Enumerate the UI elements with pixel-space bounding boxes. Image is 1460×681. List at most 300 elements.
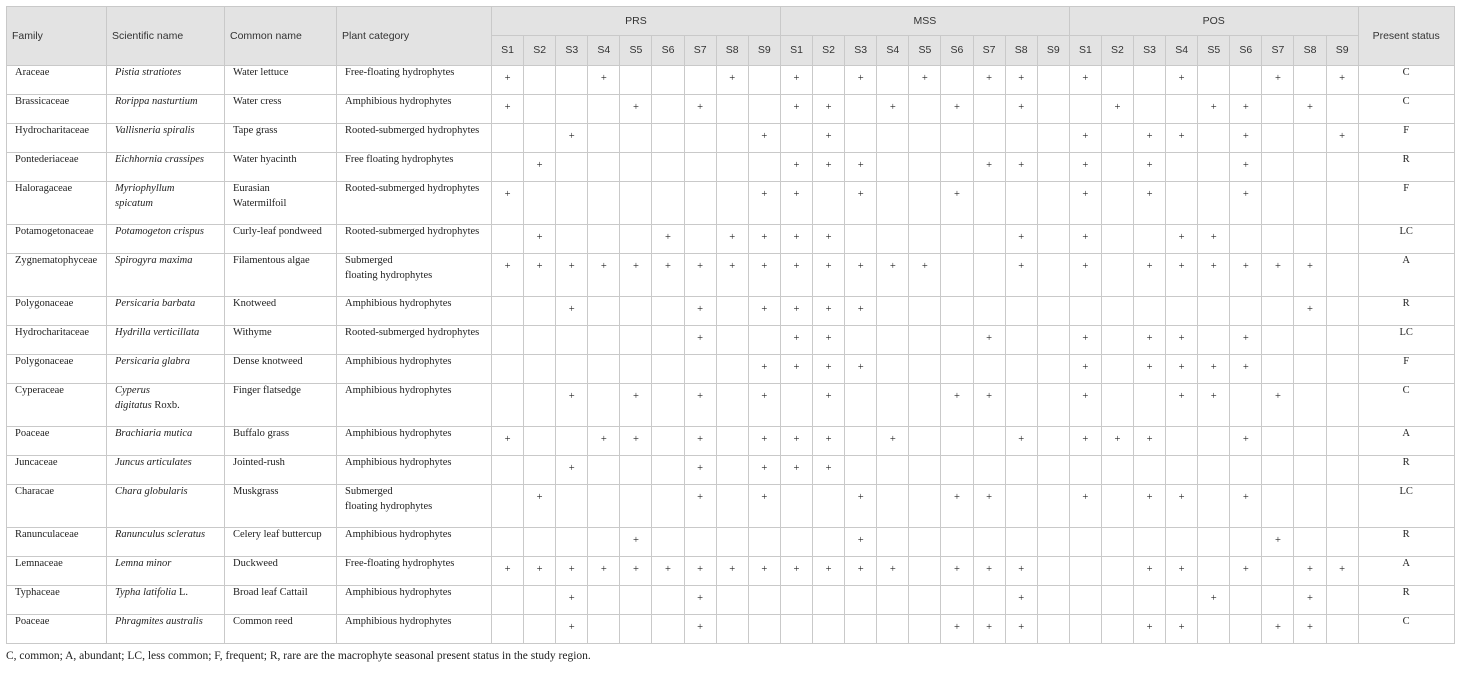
presence-cell-mss-s5 (909, 95, 941, 124)
header-site-mss-s8: S8 (1005, 36, 1037, 66)
presence-cell-prs-s6: + (652, 225, 684, 254)
presence-cell-mss-s2: + (813, 326, 845, 355)
plant-category-cell: Amphibious hydrophytes (337, 615, 492, 644)
scientific-name-cell (107, 153, 225, 182)
header-site-pos-s1: S1 (1069, 36, 1101, 66)
presence-cell-pos-s8: + (1294, 615, 1326, 644)
presence-cell-pos-s9 (1326, 95, 1358, 124)
presence-cell-mss-s6 (941, 528, 973, 557)
presence-cell-pos-s8 (1294, 153, 1326, 182)
presence-cell-mss-s6 (941, 326, 973, 355)
presence-cell-pos-s8 (1294, 225, 1326, 254)
presence-cell-pos-s5 (1198, 456, 1230, 485)
header-site-prs-s6: S6 (652, 36, 684, 66)
present-status-cell: C (1358, 95, 1454, 124)
presence-cell-mss-s1 (780, 124, 812, 153)
presence-cell-prs-s6 (652, 124, 684, 153)
presence-cell-mss-s6 (941, 586, 973, 615)
presence-cell-prs-s2 (524, 326, 556, 355)
presence-cell-mss-s2: + (813, 427, 845, 456)
presence-cell-mss-s2 (813, 528, 845, 557)
presence-cell-prs-s2 (524, 66, 556, 95)
presence-cell-mss-s7: + (973, 384, 1005, 427)
family-cell: Brassicaceae (7, 95, 107, 124)
presence-cell-mss-s5 (909, 182, 941, 225)
presence-cell-pos-s4: + (1166, 66, 1198, 95)
presence-cell-mss-s2 (813, 66, 845, 95)
presence-cell-prs-s8: + (716, 254, 748, 297)
presence-cell-mss-s3: + (845, 355, 877, 384)
presence-cell-prs-s8 (716, 427, 748, 456)
plant-category-cell: Amphibious hydrophytes (337, 528, 492, 557)
presence-cell-mss-s3: + (845, 182, 877, 225)
presence-cell-mss-s7: + (973, 615, 1005, 644)
scientific-name-cell (107, 182, 225, 225)
table-row (7, 485, 1455, 528)
scientific-name: Lemna minor (115, 558, 172, 569)
presence-cell-pos-s8 (1294, 326, 1326, 355)
presence-cell-pos-s1: + (1069, 66, 1101, 95)
presence-cell-pos-s9 (1326, 427, 1358, 456)
presence-cell-mss-s7 (973, 124, 1005, 153)
presence-cell-mss-s7 (973, 427, 1005, 456)
family-cell: Haloragaceae (7, 182, 107, 225)
presence-cell-prs-s8: + (716, 225, 748, 254)
presence-cell-prs-s9: + (748, 124, 780, 153)
presence-cell-mss-s4 (877, 528, 909, 557)
presence-cell-prs-s8 (716, 297, 748, 326)
presence-cell-pos-s4 (1166, 182, 1198, 225)
presence-cell-prs-s2 (524, 384, 556, 427)
presence-cell-pos-s6 (1230, 297, 1262, 326)
presence-cell-prs-s8 (716, 528, 748, 557)
presence-cell-prs-s6 (652, 66, 684, 95)
present-status-cell: C (1358, 66, 1454, 95)
presence-cell-mss-s1: + (780, 225, 812, 254)
presence-cell-mss-s6: + (941, 182, 973, 225)
presence-cell-mss-s8: + (1005, 557, 1037, 586)
presence-cell-mss-s9 (1037, 384, 1069, 427)
header-site-mss-s7: S7 (973, 36, 1005, 66)
presence-cell-pos-s2 (1101, 355, 1133, 384)
presence-cell-pos-s2: + (1101, 95, 1133, 124)
scientific-name: Ranunculus scleratus (115, 529, 206, 540)
plant-category-cell: Amphibious hydrophytes (337, 586, 492, 615)
presence-cell-prs-s8: + (716, 557, 748, 586)
presence-cell-prs-s7 (684, 182, 716, 225)
common-name-cell: Broad leaf Cattail (225, 586, 337, 615)
scientific-name: Pistia stratiotes (115, 67, 182, 78)
scientific-name: Typha latifolia (115, 587, 177, 598)
common-name-cell: Water lettuce (225, 66, 337, 95)
common-name-cell: Water cress (225, 95, 337, 124)
table-row (7, 153, 1455, 182)
presence-cell-prs-s5 (620, 297, 652, 326)
presence-cell-pos-s3 (1134, 66, 1166, 95)
presence-cell-prs-s4 (588, 528, 620, 557)
presence-cell-pos-s8 (1294, 427, 1326, 456)
presence-cell-pos-s5 (1198, 615, 1230, 644)
presence-cell-mss-s5 (909, 124, 941, 153)
presence-cell-mss-s9 (1037, 153, 1069, 182)
presence-cell-mss-s1: + (780, 557, 812, 586)
presence-cell-pos-s4: + (1166, 355, 1198, 384)
presence-cell-pos-s4: + (1166, 615, 1198, 644)
presence-cell-pos-s6 (1230, 225, 1262, 254)
presence-cell-prs-s1 (492, 326, 524, 355)
presence-cell-mss-s8: + (1005, 153, 1037, 182)
presence-cell-mss-s6 (941, 254, 973, 297)
scientific-name: Chara globularis (115, 486, 188, 497)
presence-cell-prs-s5: + (620, 384, 652, 427)
presence-cell-prs-s7: + (684, 254, 716, 297)
presence-cell-mss-s9 (1037, 182, 1069, 225)
presence-cell-pos-s7 (1262, 225, 1294, 254)
scientific-name-cell (107, 254, 225, 297)
presence-cell-pos-s2 (1101, 485, 1133, 528)
presence-cell-mss-s8 (1005, 182, 1037, 225)
presence-cell-mss-s3 (845, 427, 877, 456)
presence-cell-mss-s7: + (973, 153, 1005, 182)
presence-cell-pos-s4 (1166, 528, 1198, 557)
presence-cell-prs-s2 (524, 95, 556, 124)
presence-cell-pos-s1 (1069, 615, 1101, 644)
presence-cell-prs-s4 (588, 485, 620, 528)
presence-cell-pos-s4: + (1166, 485, 1198, 528)
presence-cell-prs-s5: + (620, 557, 652, 586)
table-row (7, 326, 1455, 355)
presence-cell-mss-s6: + (941, 95, 973, 124)
presence-cell-mss-s8 (1005, 124, 1037, 153)
plant-category-cell: Free-floating hydrophytes (337, 557, 492, 586)
presence-cell-pos-s5: + (1198, 355, 1230, 384)
presence-cell-mss-s1 (780, 485, 812, 528)
presence-cell-prs-s5 (620, 326, 652, 355)
presence-cell-mss-s4 (877, 182, 909, 225)
presence-cell-pos-s5 (1198, 182, 1230, 225)
presence-cell-pos-s5: + (1198, 384, 1230, 427)
presence-cell-pos-s6: + (1230, 153, 1262, 182)
family-cell: Lemnaceae (7, 557, 107, 586)
presence-cell-pos-s2 (1101, 66, 1133, 95)
presence-cell-prs-s8 (716, 456, 748, 485)
presence-cell-pos-s2 (1101, 182, 1133, 225)
presence-cell-prs-s4 (588, 225, 620, 254)
plant-category-cell: Amphibious hydrophytes (337, 456, 492, 485)
presence-cell-prs-s8 (716, 586, 748, 615)
scientific-name-cell (107, 615, 225, 644)
presence-cell-pos-s1: + (1069, 182, 1101, 225)
family-cell: Polygonaceae (7, 355, 107, 384)
presence-cell-prs-s7: + (684, 326, 716, 355)
presence-cell-mss-s9 (1037, 528, 1069, 557)
presence-cell-prs-s9 (748, 586, 780, 615)
presence-cell-pos-s1 (1069, 557, 1101, 586)
presence-cell-prs-s4 (588, 95, 620, 124)
presence-cell-pos-s1: + (1069, 355, 1101, 384)
presence-cell-prs-s9 (748, 66, 780, 95)
presence-cell-mss-s2 (813, 182, 845, 225)
presence-cell-mss-s1 (780, 586, 812, 615)
scientific-name-cell (107, 355, 225, 384)
presence-cell-mss-s9 (1037, 95, 1069, 124)
presence-cell-pos-s6: + (1230, 124, 1262, 153)
presence-cell-prs-s6 (652, 615, 684, 644)
presence-cell-pos-s5 (1198, 326, 1230, 355)
presence-cell-pos-s8 (1294, 182, 1326, 225)
presence-cell-pos-s9 (1326, 355, 1358, 384)
presence-cell-pos-s9 (1326, 153, 1358, 182)
presence-cell-pos-s5: + (1198, 586, 1230, 615)
presence-cell-mss-s6 (941, 355, 973, 384)
presence-cell-prs-s7: + (684, 297, 716, 326)
present-status-cell: C (1358, 615, 1454, 644)
presence-cell-pos-s3: + (1134, 124, 1166, 153)
presence-cell-mss-s9 (1037, 615, 1069, 644)
presence-cell-prs-s6 (652, 384, 684, 427)
table-row (7, 254, 1455, 297)
presence-cell-prs-s3 (556, 95, 588, 124)
header-site-prs-s5: S5 (620, 36, 652, 66)
presence-cell-prs-s4 (588, 153, 620, 182)
presence-cell-prs-s9: + (748, 254, 780, 297)
presence-cell-pos-s4 (1166, 456, 1198, 485)
common-name-cell: Finger flatsedge (225, 384, 337, 427)
presence-cell-mss-s7: + (973, 557, 1005, 586)
presence-cell-pos-s5 (1198, 528, 1230, 557)
presence-cell-prs-s7: + (684, 95, 716, 124)
presence-cell-mss-s3 (845, 586, 877, 615)
presence-cell-prs-s1 (492, 384, 524, 427)
scientific-name-cell (107, 427, 225, 456)
presence-cell-pos-s6 (1230, 586, 1262, 615)
presence-cell-pos-s6 (1230, 66, 1262, 95)
presence-cell-prs-s8 (716, 485, 748, 528)
common-name-cell: Dense knotweed (225, 355, 337, 384)
present-status-cell: R (1358, 456, 1454, 485)
presence-cell-prs-s5 (620, 586, 652, 615)
presence-cell-prs-s4: + (588, 427, 620, 456)
presence-cell-prs-s8 (716, 95, 748, 124)
presence-cell-pos-s5: + (1198, 225, 1230, 254)
presence-cell-pos-s7 (1262, 355, 1294, 384)
presence-cell-mss-s4 (877, 456, 909, 485)
presence-cell-pos-s1: + (1069, 384, 1101, 427)
presence-cell-pos-s7 (1262, 95, 1294, 124)
common-name-cell: Muskgrass (225, 485, 337, 528)
presence-cell-mss-s5 (909, 326, 941, 355)
scientific-name-cell (107, 456, 225, 485)
presence-cell-pos-s4 (1166, 95, 1198, 124)
common-name-cell: Celery leaf buttercup (225, 528, 337, 557)
presence-cell-mss-s4 (877, 615, 909, 644)
presence-cell-prs-s9: + (748, 456, 780, 485)
scientific-authority: Roxb. (151, 399, 180, 411)
present-status-cell: A (1358, 557, 1454, 586)
presence-cell-pos-s7: + (1262, 528, 1294, 557)
presence-cell-pos-s6: + (1230, 557, 1262, 586)
presence-cell-mss-s3 (845, 225, 877, 254)
header-site-mss-s3: S3 (845, 36, 877, 66)
presence-cell-prs-s7 (684, 66, 716, 95)
presence-cell-mss-s4 (877, 586, 909, 615)
presence-cell-pos-s9 (1326, 326, 1358, 355)
presence-cell-pos-s5 (1198, 485, 1230, 528)
presence-cell-prs-s5 (620, 66, 652, 95)
presence-cell-prs-s2 (524, 355, 556, 384)
presence-cell-mss-s8 (1005, 326, 1037, 355)
presence-cell-mss-s1 (780, 528, 812, 557)
presence-cell-pos-s1 (1069, 297, 1101, 326)
table-row (7, 124, 1455, 153)
presence-cell-prs-s4 (588, 297, 620, 326)
presence-cell-mss-s3 (845, 326, 877, 355)
presence-cell-prs-s3 (556, 66, 588, 95)
presence-cell-mss-s4 (877, 384, 909, 427)
presence-cell-mss-s3 (845, 456, 877, 485)
presence-cell-mss-s1: + (780, 427, 812, 456)
presence-cell-pos-s1: + (1069, 225, 1101, 254)
presence-cell-mss-s2: + (813, 297, 845, 326)
presence-cell-mss-s7: + (973, 485, 1005, 528)
scientific-name: Persicaria glabra (115, 356, 190, 367)
presence-cell-prs-s5: + (620, 254, 652, 297)
presence-cell-prs-s3 (556, 182, 588, 225)
table-row (7, 66, 1455, 95)
presence-cell-mss-s2 (813, 586, 845, 615)
presence-cell-pos-s3 (1134, 225, 1166, 254)
presence-cell-prs-s3: + (556, 615, 588, 644)
presence-cell-mss-s1 (780, 615, 812, 644)
presence-cell-mss-s9 (1037, 297, 1069, 326)
presence-cell-mss-s4 (877, 485, 909, 528)
presence-cell-pos-s5 (1198, 124, 1230, 153)
scientific-name-cell (107, 225, 225, 254)
presence-cell-pos-s2 (1101, 384, 1133, 427)
presence-cell-prs-s1: + (492, 557, 524, 586)
plant-category-cell: Free floating hydrophytes (337, 153, 492, 182)
presence-cell-pos-s4: + (1166, 557, 1198, 586)
presence-cell-mss-s7: + (973, 326, 1005, 355)
presence-cell-mss-s4 (877, 225, 909, 254)
presence-cell-mss-s1: + (780, 456, 812, 485)
presence-cell-pos-s3: + (1134, 427, 1166, 456)
family-cell: Zygnematophyceae (7, 254, 107, 297)
table-row (7, 557, 1455, 586)
present-status-cell: LC (1358, 485, 1454, 528)
presence-cell-mss-s6: + (941, 384, 973, 427)
presence-cell-pos-s3: + (1134, 182, 1166, 225)
presence-cell-mss-s6: + (941, 615, 973, 644)
presence-cell-mss-s9 (1037, 586, 1069, 615)
presence-cell-pos-s1: + (1069, 427, 1101, 456)
presence-cell-prs-s9 (748, 528, 780, 557)
presence-cell-prs-s5 (620, 124, 652, 153)
presence-cell-pos-s9 (1326, 384, 1358, 427)
presence-cell-pos-s7 (1262, 153, 1294, 182)
presence-cell-prs-s9: + (748, 485, 780, 528)
presence-cell-prs-s3: + (556, 456, 588, 485)
presence-cell-mss-s7 (973, 355, 1005, 384)
plant-category-cell: Rooted-submerged hydrophytes (337, 225, 492, 254)
presence-cell-pos-s8 (1294, 485, 1326, 528)
presence-cell-mss-s6 (941, 124, 973, 153)
scientific-name: Hydrilla verticillata (115, 327, 200, 338)
presence-cell-mss-s3: + (845, 557, 877, 586)
presence-cell-mss-s4: + (877, 254, 909, 297)
header-site-pos-s7: S7 (1262, 36, 1294, 66)
presence-cell-prs-s1: + (492, 254, 524, 297)
presence-cell-pos-s9 (1326, 456, 1358, 485)
scientific-name-cell (107, 485, 225, 528)
present-status-cell: C (1358, 384, 1454, 427)
presence-cell-prs-s2: + (524, 485, 556, 528)
presence-cell-pos-s9 (1326, 297, 1358, 326)
presence-cell-pos-s8: + (1294, 297, 1326, 326)
presence-cell-mss-s3 (845, 124, 877, 153)
scientific-name-cell (107, 66, 225, 95)
plant-category-cell: Rooted-submerged hydrophytes (337, 326, 492, 355)
presence-cell-mss-s2 (813, 485, 845, 528)
presence-cell-prs-s5 (620, 153, 652, 182)
family-cell: Ranunculaceae (7, 528, 107, 557)
presence-cell-prs-s4 (588, 615, 620, 644)
presence-cell-pos-s7: + (1262, 384, 1294, 427)
presence-cell-pos-s5: + (1198, 254, 1230, 297)
presence-cell-pos-s9 (1326, 485, 1358, 528)
presence-cell-prs-s3 (556, 153, 588, 182)
presence-cell-mss-s3 (845, 384, 877, 427)
presence-cell-prs-s9: + (748, 297, 780, 326)
presence-cell-mss-s6 (941, 153, 973, 182)
plant-category-cell: Amphibious hydrophytes (337, 95, 492, 124)
presence-cell-pos-s6: + (1230, 254, 1262, 297)
presence-cell-prs-s2 (524, 456, 556, 485)
presence-cell-mss-s5: + (909, 66, 941, 95)
presence-cell-mss-s5 (909, 384, 941, 427)
presence-cell-mss-s2 (813, 615, 845, 644)
presence-cell-mss-s4: + (877, 427, 909, 456)
scientific-authority: L. (176, 587, 189, 598)
present-status-cell: F (1358, 182, 1454, 225)
presence-cell-prs-s3 (556, 225, 588, 254)
presence-cell-mss-s3: + (845, 254, 877, 297)
presence-cell-pos-s3 (1134, 95, 1166, 124)
family-cell: Pontederiaceae (7, 153, 107, 182)
presence-cell-pos-s3: + (1134, 355, 1166, 384)
header-site-pos-s6: S6 (1230, 36, 1262, 66)
scientific-name-cell (107, 95, 225, 124)
presence-cell-prs-s6 (652, 485, 684, 528)
table-row (7, 528, 1455, 557)
family-cell: Poaceae (7, 427, 107, 456)
common-name-cell: Filamentous algae (225, 254, 337, 297)
present-status-cell: R (1358, 297, 1454, 326)
presence-cell-prs-s6 (652, 182, 684, 225)
presence-cell-mss-s3: + (845, 485, 877, 528)
presence-cell-mss-s1: + (780, 254, 812, 297)
presence-cell-mss-s5 (909, 153, 941, 182)
presence-cell-pos-s1: + (1069, 124, 1101, 153)
presence-cell-prs-s2: + (524, 557, 556, 586)
presence-cell-prs-s8 (716, 182, 748, 225)
family-cell: Potamogetonaceae (7, 225, 107, 254)
presence-cell-prs-s1 (492, 124, 524, 153)
presence-cell-pos-s4 (1166, 586, 1198, 615)
presence-cell-mss-s8 (1005, 528, 1037, 557)
header-site-prs-s2: S2 (524, 36, 556, 66)
presence-cell-pos-s1: + (1069, 326, 1101, 355)
